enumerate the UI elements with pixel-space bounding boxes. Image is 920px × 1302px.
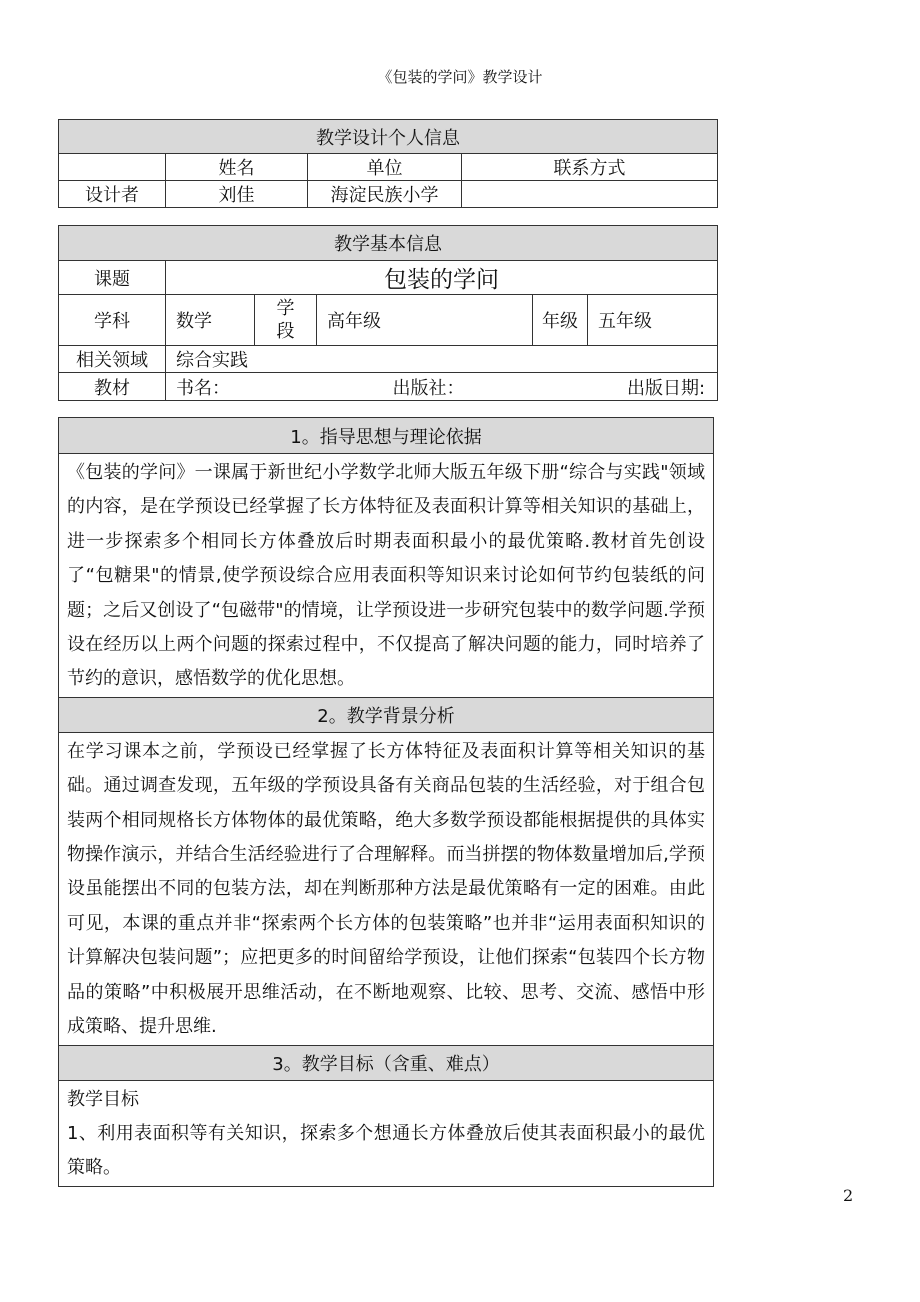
empty-cell xyxy=(59,154,166,181)
field-label: 相关领域 xyxy=(59,346,166,373)
designer-contact xyxy=(462,181,718,208)
section3-subtitle: 教学目标 xyxy=(67,1088,139,1110)
section3-body xyxy=(59,1080,714,1186)
textbook-label: 教材 xyxy=(59,373,166,401)
publish-date-label: 出版日期: xyxy=(626,377,706,399)
stage-label: 学段 xyxy=(255,295,317,346)
topic-label: 课题 xyxy=(59,261,166,295)
basic-info-header: 教学基本信息 xyxy=(59,226,718,261)
basic-info-table xyxy=(58,225,718,401)
stage-value: 高年级 xyxy=(317,295,533,346)
field-value: 综合实践 xyxy=(166,346,718,373)
page-number: 2 xyxy=(843,1186,854,1205)
section3-title: 3。教学目标（含重、难点） xyxy=(59,1045,714,1080)
section1-title: 1。指导思想与理论依据 xyxy=(59,418,714,454)
col-unit: 单位 xyxy=(308,154,462,181)
personal-info-header: 教学设计个人信息 xyxy=(59,120,718,154)
publisher-label: 出版社： xyxy=(392,377,465,399)
subject-value: 数学 xyxy=(166,295,255,346)
designer-name: 刘佳 xyxy=(166,181,308,208)
section2-title: 2。教学背景分析 xyxy=(59,697,714,732)
book-name-label: 书名： xyxy=(176,377,230,399)
textbook-info xyxy=(166,373,718,401)
section2-body: 在学习课本之前，学预设已经掌握了长方体特征及表面积计算等相关知识的基础。通过调查发现，五年级的学预设具备有关商品包装的生活经验，对于组合包装两个相同规格长方体物体的最优策略，绝大多数学预设都能根据提供的具体实物操作演示，并结合生活经验进行了合理解释。而当拼摆的物体数量增加后,学预设虽能摆出不同的包装方法，却在判断那种方法是最优策略有一定的困难。由此可见，本课的重点并非“探索两个长方体的包装策略”也并非“运用表面积知识的计算解决包装问题”；应把更多的时间留给学预设，让他们探索“包装四个长方物品的策略”中积极展开思维活动，在不断地观察、比较、思考、交流、感悟中形成策略、提升思维. xyxy=(59,732,714,1045)
designer-label: 设计者 xyxy=(59,181,166,208)
subject-label: 学科 xyxy=(59,295,166,346)
personal-info-table xyxy=(58,119,718,208)
grade-value: 五年级 xyxy=(588,295,718,346)
grade-label: 年级 xyxy=(533,295,588,346)
sections-table xyxy=(58,417,714,1187)
section1-body: 《包装的学问》一课属于新世纪小学数学北师大版五年级下册“综合与实践"领域的内容，是在学预设已经掌握了长方体特征及表面积计算等相关知识的基础上，进一步探索多个相同长方体叠放后时期表面积最小的最优策略.教材首先创设了“包糖果"的情景,使学预设综合应用表面积等知识来讨论如何节约包装纸的问题；之后又创设了“包磁带"的情境，让学预设进一步研究包装中的数学问题.学预设在经历以上两个问题的探索过程中，不仅提高了解决问题的能力，同时培养了节约的意识，感悟数学的优化思想。 xyxy=(59,454,714,698)
designer-unit: 海淀民族小学 xyxy=(308,181,462,208)
objective-item-1: 1、利用表面积等有关知识，探索多个想通长方体叠放后使其表面积最小的最优策略。 xyxy=(67,1122,705,1179)
document-title: 《包装的学问》教学设计 xyxy=(377,68,543,86)
col-contact: 联系方式 xyxy=(462,154,718,181)
col-name: 姓名 xyxy=(166,154,308,181)
topic-value: 包装的学问 xyxy=(166,261,718,295)
